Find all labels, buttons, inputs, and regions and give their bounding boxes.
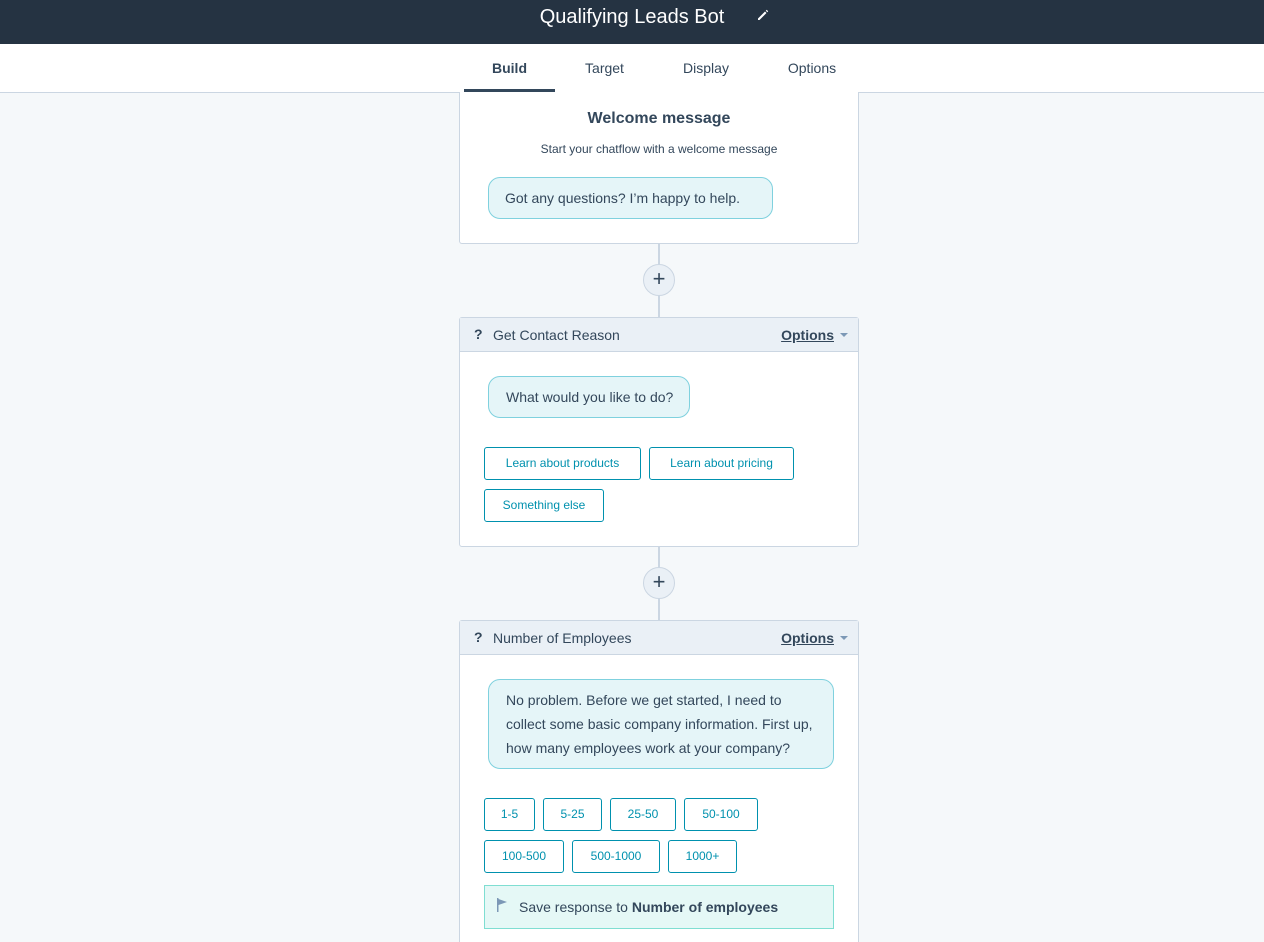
options-dropdown[interactable]: Options — [781, 327, 834, 343]
employees-header — [460, 621, 858, 655]
contact-reason-card[interactable] — [459, 317, 859, 547]
choice-25-50[interactable]: 25-50 — [610, 798, 676, 831]
choice-5-25[interactable]: 5-25 — [543, 798, 602, 831]
question-icon: ? — [474, 629, 483, 645]
tab-display[interactable]: Display — [683, 60, 729, 76]
choice-1-5[interactable]: 1-5 — [484, 798, 535, 831]
plus-icon[interactable]: + — [643, 567, 675, 599]
tab-build[interactable]: Build — [464, 44, 555, 92]
tab-bar — [0, 44, 1264, 93]
employees-message-line: collect some basic company information. First up, — [506, 716, 813, 732]
choice-learn-pricing[interactable]: Learn about pricing — [649, 447, 794, 480]
question-icon: ? — [474, 326, 483, 342]
bot-title — [0, 5, 1264, 29]
contact-reason-name: Get Contact Reason — [493, 327, 620, 343]
flag-icon — [496, 898, 508, 912]
welcome-message-bubble[interactable]: Got any questions? I’m happy to help. — [488, 177, 773, 219]
plus-icon[interactable]: + — [643, 264, 675, 296]
employees-card[interactable] — [459, 620, 859, 942]
choice-100-500[interactable]: 100-500 — [484, 840, 564, 873]
welcome-title: Welcome message — [587, 110, 731, 127]
employees-name: Number of Employees — [493, 630, 632, 646]
contact-reason-message[interactable]: What would you like to do? — [488, 376, 690, 418]
options-dropdown[interactable]: Options — [781, 630, 834, 646]
choice-1000-plus[interactable]: 1000+ — [668, 840, 737, 873]
employees-message-line: No problem. Before we get started, I need to — [506, 692, 782, 708]
caret-down-icon[interactable] — [840, 333, 848, 337]
caret-down-icon[interactable] — [840, 636, 848, 640]
welcome-message-card[interactable] — [459, 92, 859, 244]
tab-target[interactable]: Target — [585, 60, 624, 76]
save-response-box[interactable] — [484, 885, 834, 929]
choice-50-100[interactable]: 50-100 — [684, 798, 758, 831]
choice-learn-products[interactable]: Learn about products — [484, 447, 641, 480]
tab-options[interactable]: Options — [787, 60, 837, 76]
choice-something-else[interactable]: Something else — [484, 489, 604, 522]
welcome-subtitle: Start your chatflow with a welcome message — [540, 142, 778, 156]
choice-500-1000[interactable]: 500-1000 — [572, 840, 660, 873]
contact-reason-header — [460, 318, 858, 352]
pencil-icon[interactable] — [756, 8, 770, 22]
save-response-label — [519, 899, 778, 915]
employees-message-line: how many employees work at your company? — [506, 740, 791, 756]
employees-message[interactable] — [488, 679, 834, 769]
save-response-prefix: Save response to — [519, 899, 628, 915]
bot-title-text: Qualifying Leads Bot — [539, 6, 725, 28]
top-bar — [0, 0, 1264, 44]
save-response-property: Number of employees — [631, 899, 779, 915]
